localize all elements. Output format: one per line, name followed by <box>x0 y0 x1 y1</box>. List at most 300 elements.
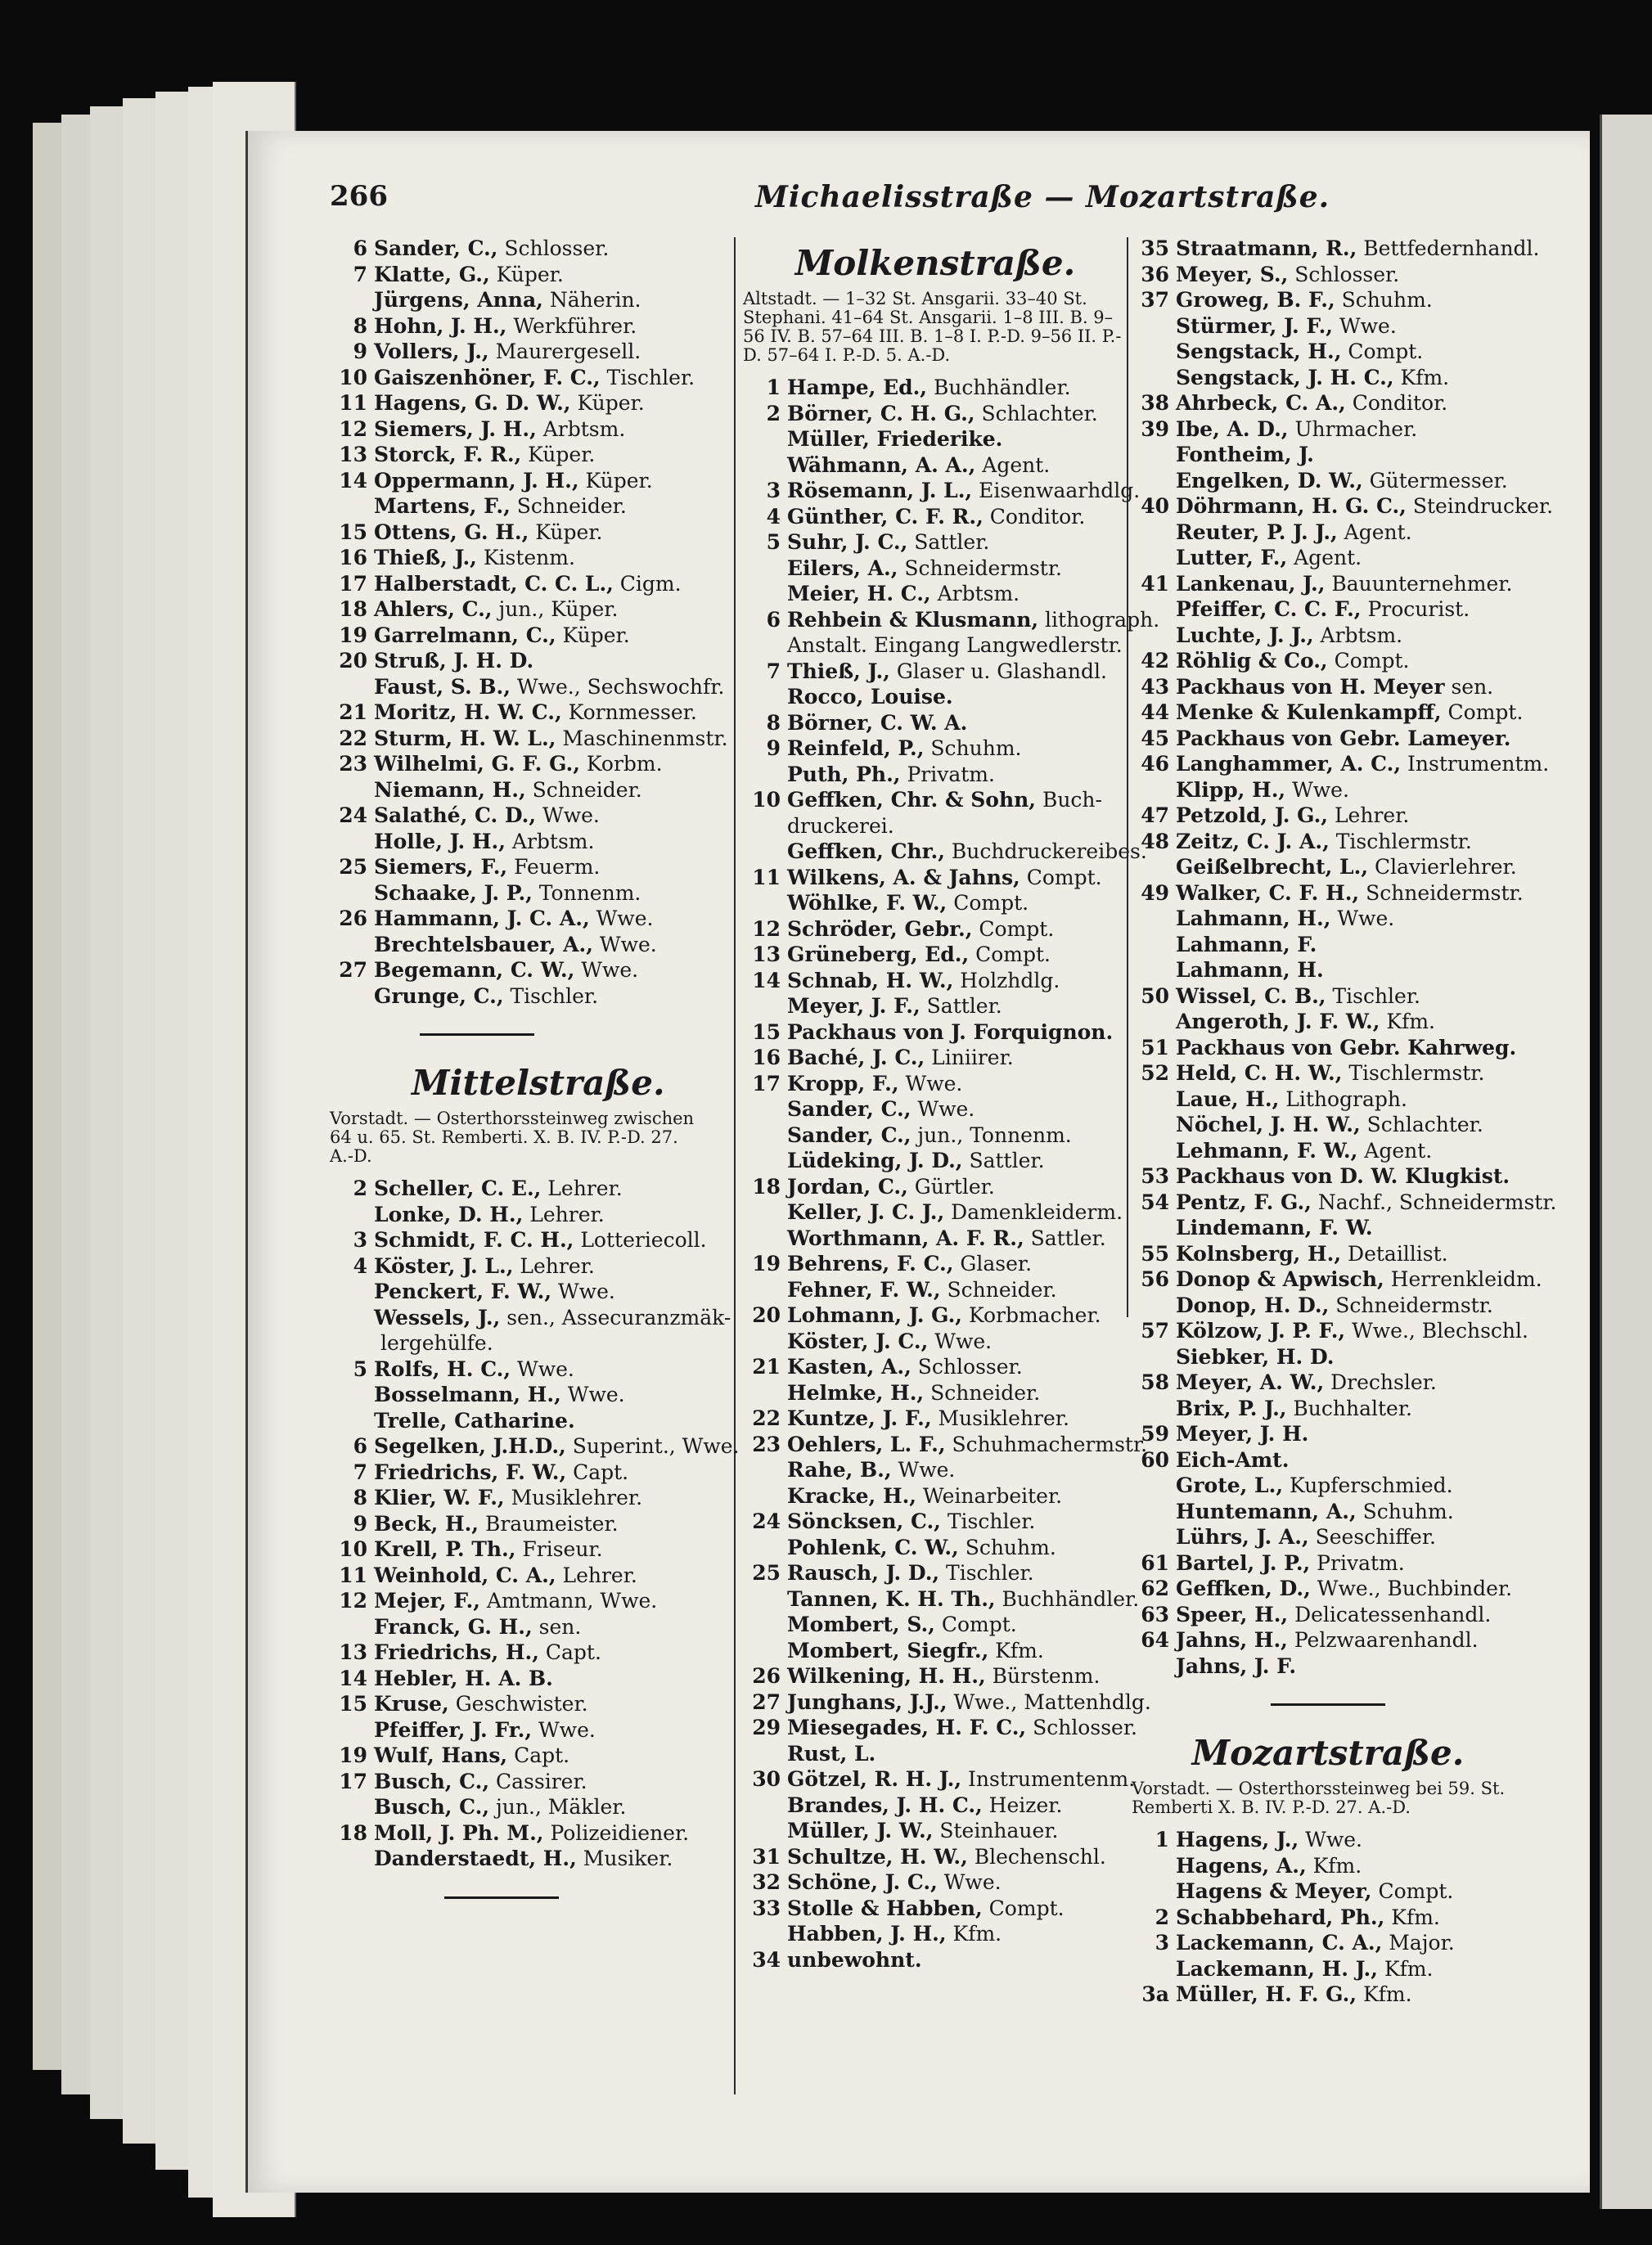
resident-detail: Buch- <box>1036 788 1102 812</box>
resident-name: Salathé, C. D., <box>374 803 537 827</box>
house-number: 4 <box>766 504 781 529</box>
resident-name: Lehmann, F. W., <box>1176 1138 1358 1163</box>
resident-name: Schöne, J. C., <box>787 1870 938 1894</box>
resident-detail: Steindrucker. <box>1406 494 1554 518</box>
resident-name: Brandes, J. H. C., <box>787 1793 983 1817</box>
resident-detail: Conditor. <box>1345 391 1448 415</box>
directory-entry <box>743 1638 1128 1664</box>
directory-entry <box>1132 906 1524 932</box>
resident-name: unbewohnt. <box>787 1947 922 1972</box>
house-number: 15 <box>339 1692 367 1716</box>
resident-name: Müller, H. F. G., <box>1176 1982 1357 2006</box>
house-number: 1 <box>766 376 781 399</box>
resident-detail: Arbtsm. <box>930 582 1020 605</box>
resident-detail: Agent. <box>975 452 1051 477</box>
directory-entry <box>743 1663 1128 1689</box>
resident-name: Jürgens, Anna, <box>374 288 543 312</box>
house-number: 27 <box>752 1689 781 1714</box>
house-number: 58 <box>1141 1370 1169 1394</box>
resident-detail: Schlosser. <box>911 1355 1023 1379</box>
resident-name: Sengstack, H., <box>1176 340 1342 363</box>
directory-entry <box>743 865 1128 891</box>
resident-name: Meyer, J. F., <box>787 994 921 1018</box>
directory-entry <box>1132 1473 1524 1499</box>
resident-name: Groweg, B. F., <box>1176 288 1335 312</box>
resident-detail: Compt. <box>934 1613 1017 1636</box>
directory-entry <box>743 1457 1128 1483</box>
directory-entry <box>743 813 1128 839</box>
resident-detail: Uhrmacher. <box>1288 416 1418 441</box>
resident-name: Hagens, J., <box>1176 1828 1299 1851</box>
house-number: 35 <box>1141 236 1169 260</box>
directory-entry <box>1132 829 1524 855</box>
house-number: 59 <box>1141 1422 1169 1446</box>
resident-name: Hampe, Ed., <box>787 376 928 399</box>
mozartstrasse-entries <box>1132 1827 1524 2008</box>
resident-detail: Pelzwaarenhandl. <box>1287 1628 1479 1652</box>
resident-detail: druckerei. <box>787 813 894 838</box>
resident-name: Moll, J. Ph. M., <box>374 1820 544 1845</box>
resident-name: Busch, C., <box>374 1795 490 1819</box>
resident-detail: lergehülfe. <box>374 1331 493 1355</box>
resident-name: Speer, H., <box>1176 1602 1289 1626</box>
resident-detail: Steinhauer. <box>933 1819 1059 1842</box>
resident-name: Köster, J. L., <box>374 1253 514 1278</box>
directory-entry <box>1132 520 1524 546</box>
resident-name: Lackemann, C. A., <box>1176 1931 1383 1955</box>
resident-name: Lutter, F., <box>1176 546 1288 569</box>
directory-entry <box>1132 648 1524 674</box>
resident-name: Gaiszenhöner, F. C., <box>374 365 601 389</box>
directory-entry <box>1132 1293 1524 1319</box>
resident-detail: Näherin. <box>542 288 641 312</box>
house-number: 17 <box>339 571 367 596</box>
resident-name: Bosselmann, H., <box>374 1383 561 1406</box>
resident-detail: jun., Mäkler. <box>489 1795 627 1819</box>
house-number: 7 <box>353 1460 367 1484</box>
resident-name: Brix, P. J., <box>1176 1396 1287 1420</box>
house-number: 47 <box>1141 803 1169 827</box>
resident-detail: Lehrer. <box>556 1563 637 1587</box>
resident-detail: Tischler. <box>1326 983 1420 1008</box>
resident-name: Eilers, A., <box>787 556 898 580</box>
directory-entry <box>1132 1266 1542 1293</box>
resident-detail: Bettfedernhandl. <box>1357 236 1540 260</box>
resident-name: Junghans, J.J., <box>787 1689 948 1714</box>
resident-detail: Compt. <box>982 1896 1065 1920</box>
resident-detail: Sattler. <box>920 994 1002 1018</box>
resident-detail: Wwe. <box>574 958 639 982</box>
resident-detail: Schlosser. <box>1288 262 1400 286</box>
directory-entry <box>743 916 1128 943</box>
house-number: 34 <box>752 1947 781 1972</box>
resident-detail: Agent. <box>1287 546 1362 569</box>
resident-detail: Schneidermstr. <box>1359 880 1524 905</box>
resident-name: Mombert, Siegfr., <box>787 1638 989 1662</box>
resident-detail: Arbtsm. <box>1313 623 1403 647</box>
resident-detail: Detaillist. <box>1341 1241 1448 1266</box>
directory-entry <box>743 1277 1128 1303</box>
directory-entry <box>743 1354 1128 1380</box>
resident-detail: Kfm. <box>1380 1010 1435 1033</box>
resident-detail: Instrumentenm. <box>961 1767 1136 1791</box>
directory-entry <box>743 890 1128 916</box>
resident-name: Lankenau, J., <box>1176 571 1326 596</box>
resident-name: Puth, Ph., <box>787 762 901 786</box>
resident-name: Packhaus von Gebr. Lameyer. <box>1176 726 1511 750</box>
resident-detail: Buchhändler. <box>927 376 1071 399</box>
resident-detail: Seeschiffer. <box>1308 1525 1436 1549</box>
house-number: 27 <box>339 958 367 982</box>
resident-name: Wessels, J., <box>374 1305 501 1329</box>
directory-entry <box>1132 880 1524 907</box>
directory-entry <box>1132 1087 1524 1113</box>
resident-detail: Buchhalter. <box>1286 1396 1412 1420</box>
directory-entry <box>1132 1138 1524 1164</box>
resident-detail: Wwe. <box>1285 777 1349 802</box>
house-number: 18 <box>339 1820 367 1845</box>
directory-entry <box>1132 1344 1524 1370</box>
house-number: 24 <box>752 1509 781 1533</box>
directory-entry <box>743 1509 1128 1535</box>
resident-detail: Bauunternehmer. <box>1325 571 1513 596</box>
resident-detail: Schuhm. <box>1335 288 1433 312</box>
resident-detail: Wwe. <box>928 1329 993 1353</box>
resident-name: Wissel, C. B., <box>1176 983 1326 1008</box>
house-number: 33 <box>752 1896 781 1920</box>
directory-entry <box>743 1869 1128 1896</box>
resident-detail: Capt. <box>538 1640 601 1664</box>
resident-name: Meyer, J. H. <box>1176 1422 1309 1446</box>
resident-name: Packhaus von Gebr. Kahrweg. <box>1176 1035 1517 1060</box>
resident-name: Schröder, Gebr., <box>787 916 973 941</box>
street-title-molkenstrasse: Molkenstraße. <box>794 243 1076 283</box>
resident-detail: Privatm. <box>1310 1550 1405 1575</box>
resident-name: Storck, F. R., <box>374 443 522 466</box>
resident-name: Rust, L. <box>787 1741 876 1766</box>
house-number: 9 <box>353 340 367 363</box>
directory-entry <box>743 1122 1128 1149</box>
resident-detail: Korbmacher. <box>962 1303 1101 1327</box>
street-description-mittelstrasse: Vorstadt. — Osterthorssteinweg zwischen 64 u. 65. St. Remberti. X. B. IV. P.-D. 27. A.-D. <box>330 1109 695 1166</box>
resident-detail: Lehrer. <box>523 1202 605 1226</box>
directory-entry <box>743 1329 1128 1355</box>
resident-detail: Wwe. <box>511 1356 574 1381</box>
resident-name: Weinhold, C. A., <box>374 1563 556 1587</box>
directory-entry <box>743 1380 1128 1406</box>
directory-entry <box>743 1741 1128 1767</box>
resident-detail: Wwe., Sechswochfr. <box>510 674 725 699</box>
directory-entry <box>743 556 1128 582</box>
resident-detail: Schneidermstr. <box>898 556 1062 580</box>
resident-name: Sengstack, J. H. C., <box>1176 365 1394 389</box>
directory-entry <box>1132 700 1524 726</box>
house-number: 20 <box>339 649 367 673</box>
resident-detail: Buchhändler. <box>995 1586 1140 1611</box>
page-header <box>330 180 1500 221</box>
resident-name: Müller, Friederike. <box>787 427 1003 451</box>
resident-detail: Conditor. <box>983 504 1086 529</box>
resident-detail: Agent. <box>1337 520 1412 544</box>
resident-name: Penckert, F. W., <box>374 1280 552 1303</box>
resident-name: Lohmann, J. G., <box>787 1303 963 1327</box>
house-number: 3 <box>1155 1931 1169 1955</box>
resident-name: Götzel, R. H. J., <box>787 1767 962 1791</box>
resident-name: Fontheim, J. <box>1176 443 1314 466</box>
resident-detail: Wwe. <box>592 932 657 956</box>
resident-detail: Compt. <box>1327 649 1410 673</box>
resident-detail: Damenkleiderm. <box>944 1200 1123 1224</box>
house-number: 37 <box>1141 288 1169 312</box>
resident-name: Danderstaedt, H., <box>374 1847 577 1870</box>
resident-detail: Wwe. <box>589 907 654 930</box>
house-number: 50 <box>1141 983 1169 1008</box>
resident-name: Schultze, H. W., <box>787 1844 968 1869</box>
directory-entry <box>743 1560 1128 1586</box>
house-number: 29 <box>752 1716 781 1739</box>
directory-entry <box>1132 416 1524 443</box>
resident-detail: Schuhm. <box>924 736 1022 760</box>
resident-detail: Musiker. <box>576 1847 673 1870</box>
resident-name: Wöhlke, F. W., <box>787 891 948 915</box>
resident-detail: Privatm. <box>900 762 995 786</box>
resident-detail: Schneider. <box>510 494 627 518</box>
directory-entry <box>1132 1576 1524 1602</box>
house-number: 53 <box>1141 1164 1169 1188</box>
house-number: 13 <box>339 1640 367 1664</box>
house-number: 19 <box>339 623 367 647</box>
resident-name: Engelken, D. W., <box>1176 468 1363 493</box>
resident-name: Packhaus von D. W. Klugkist. <box>1176 1164 1510 1188</box>
resident-name: Krell, P. Th., <box>374 1537 516 1561</box>
resident-detail: Friseur. <box>515 1537 603 1561</box>
resident-name: Held, C. H. W., <box>1176 1061 1343 1085</box>
resident-detail: Tischler. <box>940 1509 1036 1533</box>
resident-name: Wilkening, H. H., <box>787 1664 986 1688</box>
resident-name: Huntemann, A., <box>1176 1499 1357 1523</box>
resident-name: Geißelbrecht, L., <box>1176 855 1369 879</box>
resident-detail: Gütermesser. <box>1362 468 1508 493</box>
resident-detail: Holzhdlg. <box>953 968 1060 992</box>
resident-name: Struß, J. H. D. <box>374 649 534 673</box>
resident-detail: Superint., Wwe. <box>565 1434 740 1458</box>
resident-name: Sander, C., <box>374 236 498 260</box>
directory-entry <box>1132 1499 1524 1525</box>
resident-detail: Glaser u. Glashandl. <box>889 659 1107 683</box>
resident-name: Franck, G. H., <box>374 1614 533 1639</box>
resident-name: Kolnsberg, H., <box>1176 1241 1342 1266</box>
resident-detail: Maurergesell. <box>488 340 641 363</box>
directory-entry <box>743 478 1141 504</box>
resident-name: Petzold, J. G., <box>1176 803 1328 827</box>
resident-name: Klatte, G., <box>374 262 490 286</box>
resident-detail: Kistenm. <box>476 546 575 569</box>
resident-detail: Agent. <box>1357 1138 1433 1163</box>
resident-name: Hohn, J. H., <box>374 313 507 338</box>
directory-entry <box>1132 983 1524 1010</box>
resident-name: Döhrmann, H. G. C., <box>1176 494 1407 518</box>
resident-name: Reinfeld, P., <box>787 736 925 760</box>
directory-entry <box>1132 596 1524 623</box>
house-number: 6 <box>353 236 367 260</box>
resident-detail: Kornmesser. <box>561 700 697 724</box>
directory-entry <box>1132 571 1524 597</box>
resident-detail: Sattler. <box>1024 1226 1106 1250</box>
resident-detail: Tonnenm. <box>532 880 641 905</box>
resident-name: Pfeiffer, J. Fr., <box>374 1717 533 1742</box>
resident-detail: Compt. <box>1020 865 1102 889</box>
house-number: 3a <box>1141 1982 1169 2006</box>
resident-name: Kuntze, J. F., <box>787 1406 932 1430</box>
resident-detail: Schneider. <box>924 1380 1041 1405</box>
resident-detail: Werkführer. <box>506 313 637 338</box>
resident-name: Angeroth, J. F. W., <box>1176 1010 1380 1033</box>
resident-detail: Küper. <box>578 468 653 493</box>
resident-name: Grote, L., <box>1176 1473 1284 1497</box>
directory-entry <box>1132 545 1524 571</box>
resident-detail: Musiklehrer. <box>504 1486 643 1509</box>
resident-name: Habben, J. H., <box>787 1922 947 1946</box>
resident-detail: Wwe. <box>551 1280 615 1303</box>
resident-name: Langhammer, A. C., <box>1176 752 1402 776</box>
resident-name: Sturm, H. W. L., <box>374 726 556 750</box>
resident-name: Stolle & Habben, <box>787 1896 983 1920</box>
resident-detail: Braumeister. <box>479 1511 619 1536</box>
directory-entry <box>743 504 1128 530</box>
resident-detail: Küper. <box>521 443 596 466</box>
directory-entry <box>1132 726 1524 752</box>
resident-detail: Heizer. <box>982 1793 1063 1817</box>
resident-name: Jordan, C., <box>787 1174 908 1199</box>
resident-name: Mejer, F., <box>374 1589 480 1613</box>
house-number: 56 <box>1141 1267 1169 1291</box>
resident-detail: Sattler. <box>907 530 990 554</box>
directory-entry <box>743 1019 1128 1046</box>
resident-detail: Blechenschl. <box>967 1844 1106 1869</box>
section-separator <box>1271 1703 1385 1706</box>
molkenstrasse-entries-cont <box>1132 236 1557 1679</box>
resident-name: Börner, C. H. G., <box>787 401 975 425</box>
resident-name: Eich-Amt. <box>1176 1447 1290 1472</box>
directory-entry <box>743 1689 1151 1716</box>
resident-name: Wilhelmi, G. F. G., <box>374 752 580 776</box>
resident-name: Günther, C. F. R., <box>787 504 984 529</box>
resident-name: Klipp, H., <box>1176 777 1286 802</box>
resident-name: Meyer, S., <box>1176 262 1289 286</box>
resident-name: Klier, W. F., <box>374 1486 505 1509</box>
directory-entry <box>1132 1447 1524 1473</box>
directory-entry <box>1132 674 1524 700</box>
directory-entry <box>743 1251 1128 1277</box>
resident-name: Geffken, D., <box>1176 1577 1311 1600</box>
resident-detail: Bürstenm. <box>985 1664 1101 1688</box>
resident-name: Wulf, Hans, <box>374 1743 508 1767</box>
directory-entry <box>1132 1112 1524 1138</box>
house-number: 12 <box>339 1589 367 1613</box>
directory-entry <box>743 1302 1128 1329</box>
directory-entry <box>1132 854 1524 880</box>
resident-name: Ibe, A. D., <box>1176 416 1289 441</box>
resident-name: Trelle, Catharine. <box>374 1408 575 1433</box>
house-number: 38 <box>1141 391 1169 415</box>
resident-name: Sander, C., <box>787 1097 912 1121</box>
resident-detail: Cigm. <box>613 571 682 596</box>
resident-detail: Tischler. <box>939 1561 1034 1585</box>
resident-name: Stürmer, J. F., <box>1176 313 1334 338</box>
house-number: 25 <box>339 855 367 879</box>
directory-entry <box>743 426 1128 452</box>
resident-detail: Capt. <box>566 1460 629 1484</box>
resident-name: Luchte, J. J., <box>1176 623 1314 647</box>
resident-name: Kölzow, J. P. F., <box>1176 1319 1346 1343</box>
house-number: 51 <box>1141 1035 1169 1060</box>
house-number: 21 <box>752 1355 781 1379</box>
resident-detail: Weinarbeiter. <box>916 1483 1063 1508</box>
resident-detail: Wwe. <box>1330 907 1395 930</box>
resident-detail: Compt. <box>1341 340 1424 363</box>
resident-detail: Gürtler. <box>907 1174 995 1199</box>
directory-entry <box>1132 1853 1524 1879</box>
resident-detail: Compt. <box>969 943 1051 966</box>
resident-name: Hammann, J. C. A., <box>374 907 590 930</box>
directory-entry <box>1132 339 1524 365</box>
directory-entry <box>1132 1421 1524 1447</box>
resident-detail: Compt. <box>1371 1879 1454 1903</box>
resident-name: Donop, H. D., <box>1176 1293 1330 1317</box>
resident-name: Zeitz, C. J. A., <box>1176 829 1330 853</box>
resident-name: Suhr, J. C., <box>787 530 908 554</box>
resident-name: Grüneberg, Ed., <box>787 943 970 966</box>
house-number: 14 <box>339 468 367 493</box>
directory-entry <box>1132 313 1524 340</box>
house-number: 13 <box>339 443 367 466</box>
house-number: 10 <box>339 365 367 389</box>
resident-detail: Küper. <box>489 262 564 286</box>
resident-detail: Wwe. <box>911 1097 975 1121</box>
resident-name: Bartel, J. P., <box>1176 1550 1311 1575</box>
resident-detail: jun., Tonnenm. <box>911 1122 1072 1147</box>
directory-entry <box>1132 1318 1528 1344</box>
resident-name: Kropp, F., <box>787 1071 899 1096</box>
resident-name: Menke & Kulenkampff, <box>1176 700 1442 724</box>
directory-entry <box>1132 1163 1524 1190</box>
resident-name: Nöchel, J. H. W., <box>1176 1113 1361 1136</box>
directory-entry <box>1132 932 1524 958</box>
house-number: 5 <box>766 530 781 554</box>
house-number: 11 <box>339 1563 367 1587</box>
resident-detail: Schuhm. <box>1356 1499 1454 1523</box>
directory-entry <box>1132 493 1554 520</box>
resident-detail: Lehrer. <box>1328 803 1410 827</box>
house-number: 16 <box>339 546 367 569</box>
resident-detail: Wwe. <box>898 1071 963 1096</box>
resident-name: Niemann, H., <box>374 777 526 802</box>
resident-detail: Lehrer. <box>541 1176 623 1200</box>
house-number: 41 <box>1141 571 1169 596</box>
directory-page <box>245 131 1590 2193</box>
resident-detail: Procurist. <box>1361 597 1470 621</box>
resident-detail: Compt. <box>947 891 1029 915</box>
directory-entry <box>1132 468 1524 494</box>
house-number: 64 <box>1141 1628 1169 1652</box>
resident-name: Siemers, J. H., <box>374 416 537 441</box>
resident-name: Walker, C. F. H., <box>1176 880 1360 905</box>
house-number: 45 <box>1141 726 1169 750</box>
resident-name: Martens, F., <box>374 494 511 518</box>
resident-detail: Schuhm. <box>958 1535 1056 1559</box>
resident-detail: Anstalt. Eingang Langwedlerstr. <box>787 633 1123 657</box>
resident-detail: Schuhmachermstr. <box>945 1432 1148 1456</box>
